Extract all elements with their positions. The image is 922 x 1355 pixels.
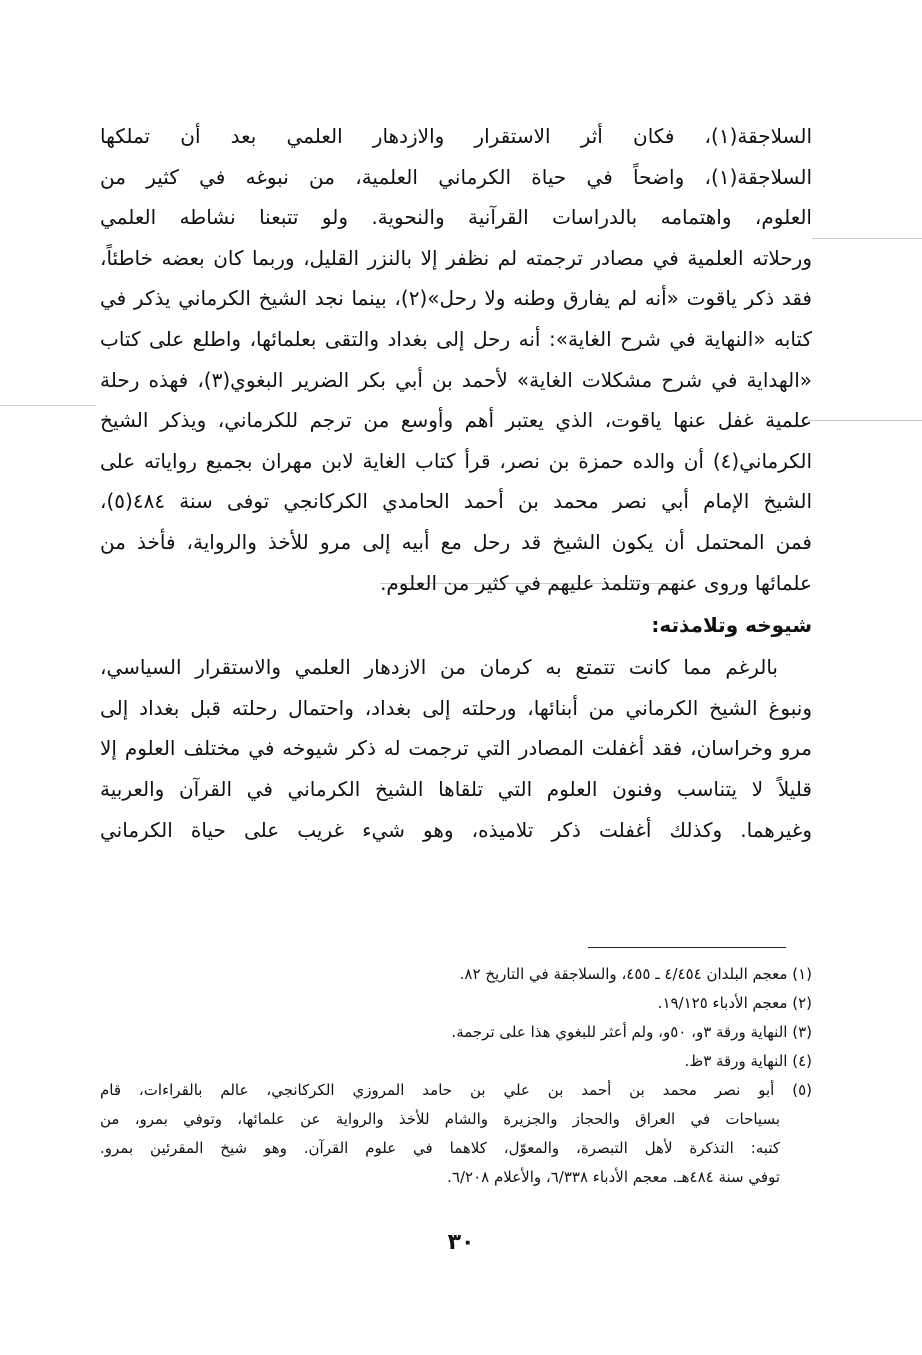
paragraph-line: مرو وخراسان، فقد أغفلت المصادر التي ترجمت له ذكر شيوخه في مختلف العلوم إلا (100, 736, 812, 761)
page-number: ٣٠ (447, 1230, 475, 1255)
paragraph-line: بالرغم مما كانت تتمتع به كرمان من الازدهار العلمي والاستقرار السياسي، (100, 655, 778, 680)
paragraph-line: قليلاً لا يتناسب وفنون العلوم التي تلقاها الشيخ الكرماني في القرآن والعربية (100, 776, 812, 801)
footnote-1: (١) معجم البلدان ٤/٤٥٤ ـ ٤٥٥، والسلاجقة في التاريخ ٨٢. (459, 965, 812, 983)
footnote-5-continued: بسياحات في العراق والحجاز والجزيرة والشام للأخذ والرواية عن علمائها، وتوفي بمرو، من (100, 1110, 780, 1128)
footnote-2: (٢) معجم الأدباء ١٩/١٢٥. (657, 994, 812, 1012)
scan-streak (812, 238, 922, 239)
footnote-3: (٣) النهاية ورقة ٣و، ٥٠و، ولم أعثر للبغوي هذا على ترجمة. (451, 1023, 812, 1041)
paragraph-line: ونبوغ الشيخ الكرماني من أبنائها، ورحلته إلى بغداد، واحتمال رحلته قبل بغداد إلى (100, 695, 812, 720)
paragraph-line: وغيرهما. وكذلك أغفلت ذكر تلاميذه، وهو شيء غريب على حياة الكرماني (100, 817, 812, 842)
scan-streak (808, 420, 922, 421)
paragraph-line: الشيخ الإمام أبي نصر محمد بن أحمد الحامدي الكركانجي توفى سنة ٤٨٤(٥)، (100, 489, 812, 514)
paragraph-line: السلاجقة(١)، واضحاً في حياة الكرماني العلمية، من نبوغه في كثير من (100, 164, 812, 189)
paragraph-line: كتابه «النهاية في شرح الغاية»: أنه رحل إلى بغداد والتقى بعلمائها، واطلع على كتاب (100, 326, 812, 351)
paragraph-line: فمن المحتمل أن يكون الشيخ قد رحل مع أبيه إلى مرو للأخذ والرواية، فأخذ من (100, 529, 812, 554)
paragraph-line: فقد ذكر ياقوت «أنه لم يفارق وطنه ولا رحل»(٢)، بينما نجد الشيخ الكرماني يذكر في (100, 286, 812, 311)
paragraph-line: علمية غفل عنها ياقوت، الذي يعتبر أهم وأوسع من ترجم للكرماني، ويذكر الشيخ (100, 408, 812, 433)
footnote-5-continued: توفي سنة ٤٨٤هـ. معجم الأدباء ٦/٣٣٨، والأعلام ٦/٢٠٨. (447, 1168, 780, 1186)
paragraph-line: السلاجقة(١)، فكان أثر الاستقرار والازدهار العلمي بعد أن تملكها (100, 124, 812, 148)
main-text (100, 116, 812, 850)
footnotes (100, 960, 812, 1192)
paragraph-line: «الهداية في شرح مشكلات الغاية» لأحمد بن أبي بكر الضرير البغوي(٣)، فهذه رحلة (100, 367, 812, 392)
paragraph-line: الكرماني(٤) أن والده حمزة بن نصر، قرأ كتاب الغاية لابن مهران بجميع رواياته على (100, 448, 812, 473)
paragraph-line: ورحلاته العلمية في مصادر ترجمته لم نظفر إلا بالنزر القليل، وربما كان بعضه خاطئاً، (100, 245, 812, 270)
footnote-5-continued: كتبه: التذكرة لأهل التبصرة، والمعوّل، كلاهما في علوم القرآن. وهو شيخ المقرئين بمرو. (100, 1139, 780, 1157)
paragraph-line: علمائها وروى عنهم وتتلمذ عليهم في كثير من العلوم. (380, 570, 812, 595)
footnote-4: (٤) النهاية ورقة ٣ظ. (684, 1052, 812, 1070)
section-heading: شيوخه وتلامذته: (651, 613, 812, 638)
footnote-5: (٥) أبو نصر محمد بن أحمد بن علي بن حامد المروزي الكركانجي، عالم بالقراءات، قام (100, 1081, 812, 1099)
scan-streak (0, 405, 96, 406)
paragraph-line: العلوم، واهتمامه بالدراسات القرآنية والنحوية. ولو تتبعنا نشاطه العلمي (100, 205, 812, 230)
footnote-separator (588, 947, 786, 948)
